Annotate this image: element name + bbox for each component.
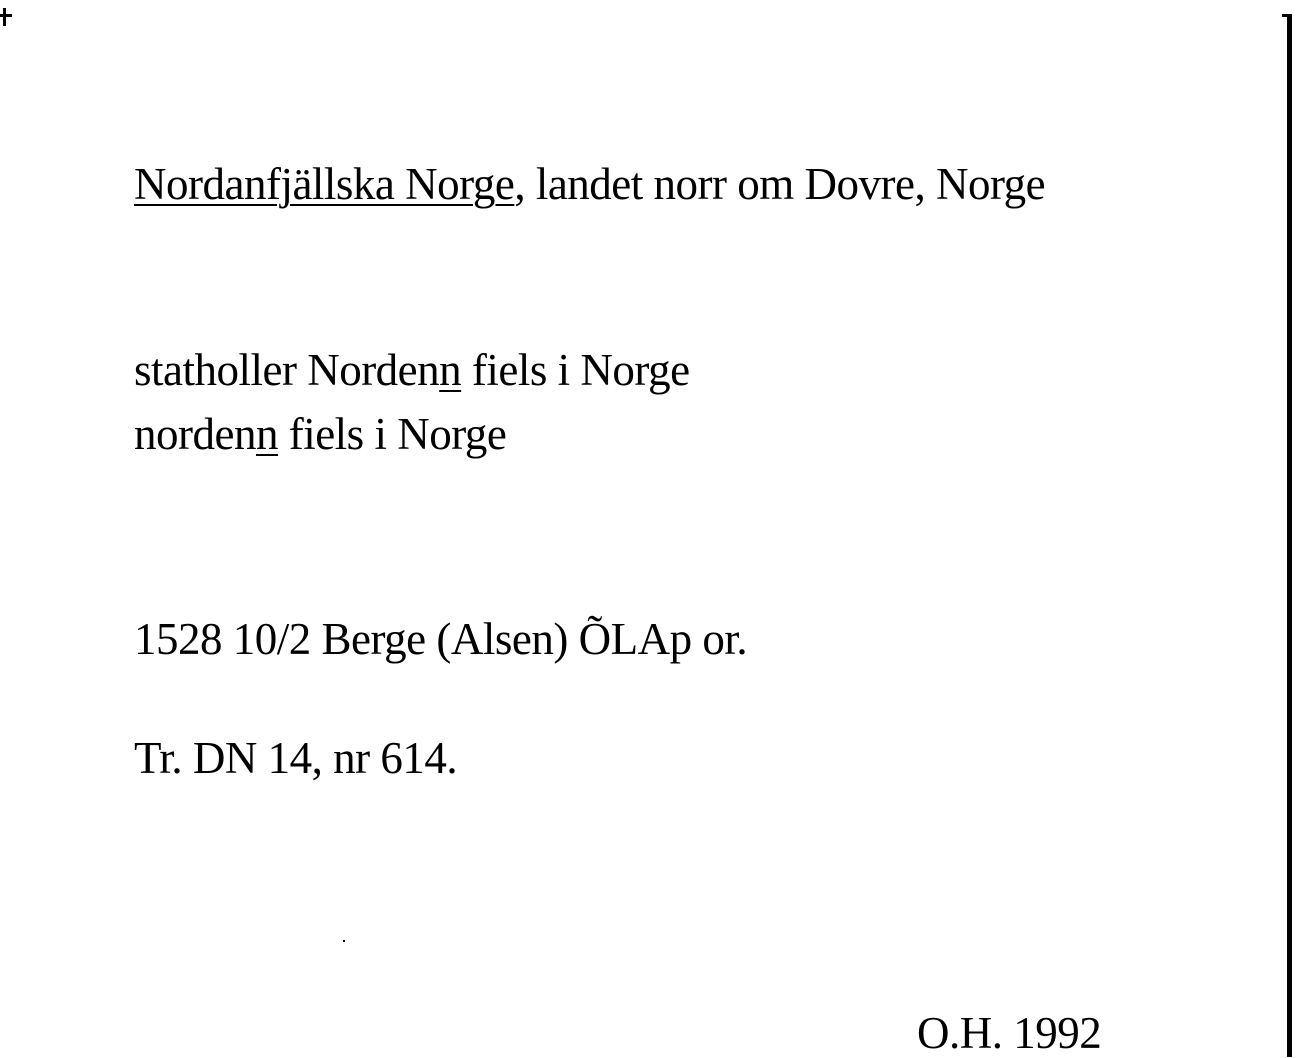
form-2-underlined-letter: n [255,409,278,459]
source-citation: 1528 10/2 Berge (Alsen) ÕLAp or. [134,614,748,664]
print-reference: Tr. DN 14, nr 614. [134,733,458,783]
form-1-suffix: fiels i Norge [461,345,690,395]
form-1-underlined-letter: n [439,345,462,395]
signature: O.H. 1992 [917,1008,1102,1058]
right-border-line [1287,14,1292,1057]
form-2-prefix: norden [134,409,256,459]
headword: Nordanfjällska Norge [134,159,515,209]
headword-line [134,159,1046,209]
form-1-prefix: statholler Norden [134,345,440,395]
headword-description: , landet norr om Dovre, Norge [514,159,1046,209]
scan-speck [343,940,345,942]
corner-crop-mark [0,0,14,28]
attested-form-1 [134,345,690,395]
attested-form-2 [134,409,507,459]
form-2-suffix: fiels i Norge [277,409,507,459]
